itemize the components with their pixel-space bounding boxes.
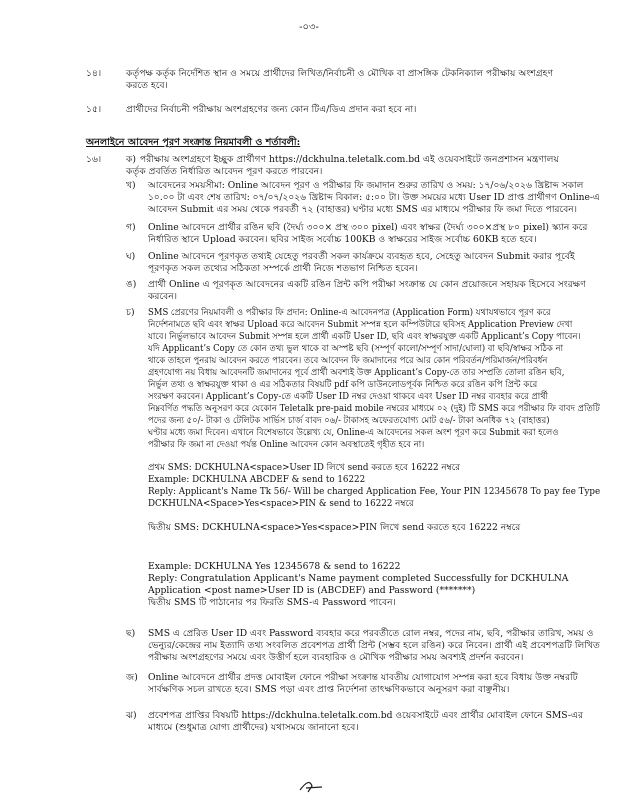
text-line: পূরণকৃত সকল তথ্যের সঠিকতা সম্পর্কে প্রার্থী নিজে শতভাগ নিশ্চিত হবেন। xyxy=(148,263,418,274)
text-line: যাবে। নির্ভুলভাবে আবেদন Submit সম্পন্ন হলে প্রার্থী একটি User ID, ছবি এবং স্বাক্ষরযুক্ত একটি Applicant’s Copy পাবেন। xyxy=(148,331,581,342)
text-line: গ্রহণযোগ্য নয় বিধায় আবেদনটি জমাদানের পূর্বে প্রার্থী অবশ্যই উক্ত Applicant’s Copy-তে তার সম্প্রতি তোলা রঙিন ছবি, xyxy=(148,367,565,378)
sub-item-text xyxy=(148,628,600,664)
sub-item-label: ঘ) xyxy=(126,251,136,262)
text-line: দ্বিতীয় SMS: DCKHULNA<space>Yes<space>PIN লিখে send করতে হবে 16222 নম্বরে xyxy=(148,522,521,533)
text-line: আবেদন Submit এর সময় থেকে পরবর্তী ৭২ (বাহাত্তর) ঘণ্টার মধ্যে SMS এর মাধ্যমে পরীক্ষার ফি জমা দিতে পারবেন। xyxy=(148,204,577,215)
text-line: Reply: Congratulation Applicant's Name payment completed Successfully for DCKHULNA xyxy=(148,573,569,584)
sub-item-label: খ) xyxy=(126,180,136,191)
sms-second-example xyxy=(148,561,568,609)
page-number: -০৩- xyxy=(299,22,319,33)
item-text xyxy=(126,68,553,92)
text-line: করবেন। xyxy=(148,291,178,302)
text-line: সংরক্ষণ করবেন। Applicant’s Copy-তে একটি User ID নম্বর দেওয়া থাকবে এবং User ID নম্বর ব্যবহার করে প্রার্থী xyxy=(148,391,549,402)
text-line: কর্তৃপক্ষ কর্তৃক নির্দেশিত স্থান ও সময়ে প্রার্থীদের লিখিত/নির্বাচনী ও মৌখিক বা প্রাসঙ্গিক টেকনিক্যাল পরীক্ষায় অংশগ্রহণ xyxy=(126,68,554,79)
text-line: প্রার্থীদের নির্বাচনী পরীক্ষায় অংশগ্রহণের জন্য কোন টিএ/ডিএ প্রদান করা হবে না। xyxy=(126,104,417,115)
text-line: পরীক্ষায় অংশগ্রহণের সময়ে এবং উত্তীর্ণ হলে ব্যবহারিক ও মৌখিক পরীক্ষার সময় অবশ্যই প্রদর্শন করবেন। xyxy=(148,652,524,663)
sub-item-text xyxy=(148,222,587,246)
text-line: মাধ্যমে (শুধুমাত্র যোগ্য প্রার্থীদের) যথাসময়ে জানানো হবে। xyxy=(148,722,359,733)
item-number: ১৬। xyxy=(86,154,102,165)
text-line: নির্ভুল তথ্য ও স্বাক্ষরযুক্ত থাকা ও এর সঠিকতার বিষয়টি pdf কপি ডাউনলোডপূর্বক নিশ্চিত করে রঙিন কপি প্রিন্ট করে xyxy=(148,379,538,390)
sub-item-text xyxy=(148,710,583,734)
text-line: কর্তৃক প্রবর্তিত নির্ধারিত আবেদন পূরণ করতে পারবেন। xyxy=(126,166,323,177)
item-text xyxy=(126,104,416,116)
item-number: ১৪। xyxy=(86,68,102,79)
text-line: পরীক্ষায় অংশগ্রহণে ইচ্ছুক প্রার্থীগণ https://dckhulna.teletalk.com.bd এই ওয়েবসাইটে জনপ্রশাসন মন্ত্রণালয় xyxy=(140,154,559,165)
sub-item-label: ঙ) xyxy=(126,279,137,290)
sms-second-block xyxy=(148,522,520,534)
sub-item-text xyxy=(148,251,575,275)
text-line: নির্দেশনামতে ছবি এবং স্বাক্ষর Upload করে আবেদন Submit সম্পন্ন হলে কম্পিউটারে ছবিসহ Application Preview দেখা xyxy=(148,319,573,330)
sub-item-text xyxy=(126,154,559,178)
section-heading: অনলাইনে আবেদন পূরণ সংক্রান্ত নিয়মাবলী ও শর্তাবলী: xyxy=(86,137,301,148)
sub-item-label: চ) xyxy=(126,307,135,318)
text-line: আবেদনের সময়সীমা: Online আবেদন পূরণ ও পরীক্ষার ফি জমাদান শুরুর তারিখ ও সময়: ১৭/০৬/২০২৬ খ্রিষ্টাব্দ সকাল xyxy=(148,180,584,191)
text-line: করতে হবে। xyxy=(126,80,168,91)
text-line: SMS প্রেরণের নিয়মাবলী ও পরীক্ষার ফি প্রদান: Online-এ আবেদনপত্র (Application Form) যথাযথভাবে পূরণ করে xyxy=(148,307,551,318)
text-line: সার্বক্ষণিক সচল রাখতে হবে। SMS পড়া এবং প্রাপ্ত নির্দেশনা তাৎক্ষণিকভাবে অনুসরণ করা বাঞ্ছনীয়। xyxy=(148,684,510,695)
sub-item-text xyxy=(148,279,586,303)
text-line: নিম্নবর্ণিত পদ্ধতি অনুসরণ করে যেকোন Teletalk pre-paid mobile নম্বরের মাধ্যমে ০২ (দুই) টি SMS করে পরীক্ষার ফি বাবদ প্রতিটি xyxy=(148,403,600,414)
sub-item-label: ঝ) xyxy=(126,710,137,721)
text-line: প্রবেশপত্র প্রাপ্তির বিষয়টি https://dckhulna.teletalk.com.bd ওয়েবসাইটে এবং প্রার্থীর মোবাইল ফোনে SMS-এর xyxy=(148,710,584,721)
sub-item-label: ছ) xyxy=(126,628,136,639)
text-line: Example: DCKHULNA Yes 12345678 & send to 16222 xyxy=(148,561,401,572)
text-line: Online আবেদনে প্রার্থীর প্রদত্ত মোবাইল ফোনে পরীক্ষা সংক্রান্ত যাবতীয় যোগাযোগ সম্পন্ন করা হবে বিধায় উক্ত নম্বরটি xyxy=(148,672,578,683)
item-number: ১৫। xyxy=(86,104,102,115)
signature-mark xyxy=(296,778,326,794)
sub-item-text xyxy=(148,672,578,696)
text-line: ঘণ্টার মধ্যে জমা দিবেন। এখানে বিশেষভাবে উল্লেখ্য যে, Online-এ আবেদনের সকল অংশ পূরণ করে Submit করা হলেও xyxy=(148,427,559,438)
text-line: থাকে তাহলে পুনরায় আবেদন করতে পারবেন। তবে আবেদন ফি জমাদানের পরে আর কোন পরিবর্তন/পরিমার্জন/পরিবর্ধন xyxy=(148,355,548,366)
text-line: Example: DCKHULNA ABCDEF & send to 16222 xyxy=(148,474,366,485)
text-line: ১০.০০ টা এবং শেষ তারিখ: ০৭/০৭/২০২৬ খ্রিষ্টাব্দ বিকাল: ৫:০০ টা। উক্ত সময়ের মধ্যে User ID প্রাপ্ত প্রার্থীগণ Online-এ xyxy=(148,192,600,203)
text-line: ভেন্যুর/কেন্দ্রের নাম ইত্যাদি তথ্য সংবলিত প্রবেশপত্র প্রার্থী প্রিন্ট (সম্ভব হলে রঙিন) করে নিবেন। প্রার্থী এই প্রবেশপত্রটি লিখিত xyxy=(148,640,600,651)
text-line: Application <post name>User ID is (ABCDEF) and Password (*******) xyxy=(148,585,476,596)
text-line: পদের জন্য ৫০/- টাকা ও টেলিটক সার্ভিস চার্জ বাবদ ০৬/- টাকাসহ অফেরতযোগ্য মোট ৫৬/- টাকা অনধিক ৭২ (বাহাত্তর) xyxy=(148,415,550,426)
text-line: DCKHULNA<Space>Yes<space>PIN & send to 16222 নম্বরে xyxy=(148,498,414,509)
sub-item-text xyxy=(148,180,604,216)
sms-first-block xyxy=(148,462,618,510)
text-line: SMS এ প্রেরিত User ID এবং Password ব্যবহার করে পরবর্তীতে রোল নম্বর, পদের নাম, ছবি, পরীক্ষার তারিখ, সময় ও xyxy=(148,628,594,639)
sub-item-label: ক) xyxy=(126,154,137,165)
text-line: যদি Applicant’s Copy তে কোন তথ্য ভুল থাকে বা অস্পষ্ট ছবি (সম্পূর্ণ কালো/সম্পূর্ণ সাদা/ঘোলা) বা ছবি/স্বাক্ষর সঠিক না xyxy=(148,343,564,354)
sub-item-label: জ) xyxy=(126,672,138,683)
text-line: দ্বিতীয় SMS টি পাঠানোর পর ফিরতি SMS-এ Password পাবেন। xyxy=(148,597,396,608)
text-line: প্রথম SMS: DCKHULNA<space>User ID লিখে send করতে হবে 16222 নম্বরে xyxy=(148,462,461,473)
text-line: নির্ধারিত স্থানে Upload করবেন। ছবির সাইজ সর্বোচ্চ 100KB ও স্বাক্ষরের সাইজ সর্বোচ্চ 60KB হতে হবে। xyxy=(148,234,537,245)
sub-item-label: গ) xyxy=(126,222,136,233)
text-line: Reply: Applicant's Name Tk 56/- Will be charged Application Fee, Your PIN 12345678 To pay fee Type xyxy=(148,486,601,497)
text-line: প্রার্থী Online এ পূরণকৃত আবেদনের একটি রঙিন প্রিন্ট কপি পরীক্ষা সংক্রান্ত যে কোন প্রয়োজনে সহায়ক হিসেবে সংরক্ষণ xyxy=(148,279,586,290)
sub-item-text xyxy=(148,307,618,451)
text-line: Online আবেদনে পূরণকৃত তথ্যই যেহেতু পরবর্তী সকল কার্যক্রমে ব্যবহৃত হবে, সেহেতু আবেদন Submit করার পূর্বেই xyxy=(148,251,575,262)
text-line: পরীক্ষার ফি জমা না দেওয়া পর্যন্ত Online আবেদন কোন অবস্থাতেই গৃহীত হবে না। xyxy=(148,439,425,450)
text-line: Online আবেদনে প্রার্থীর রঙিন ছবি (দৈর্ঘ্য ৩০০× প্রস্থ ৩০০ pixel) এবং স্বাক্ষর (দৈর্ঘ্য ৩০০×প্রস্থ ৮০ pixel) স্ক্যান করে xyxy=(148,222,588,233)
